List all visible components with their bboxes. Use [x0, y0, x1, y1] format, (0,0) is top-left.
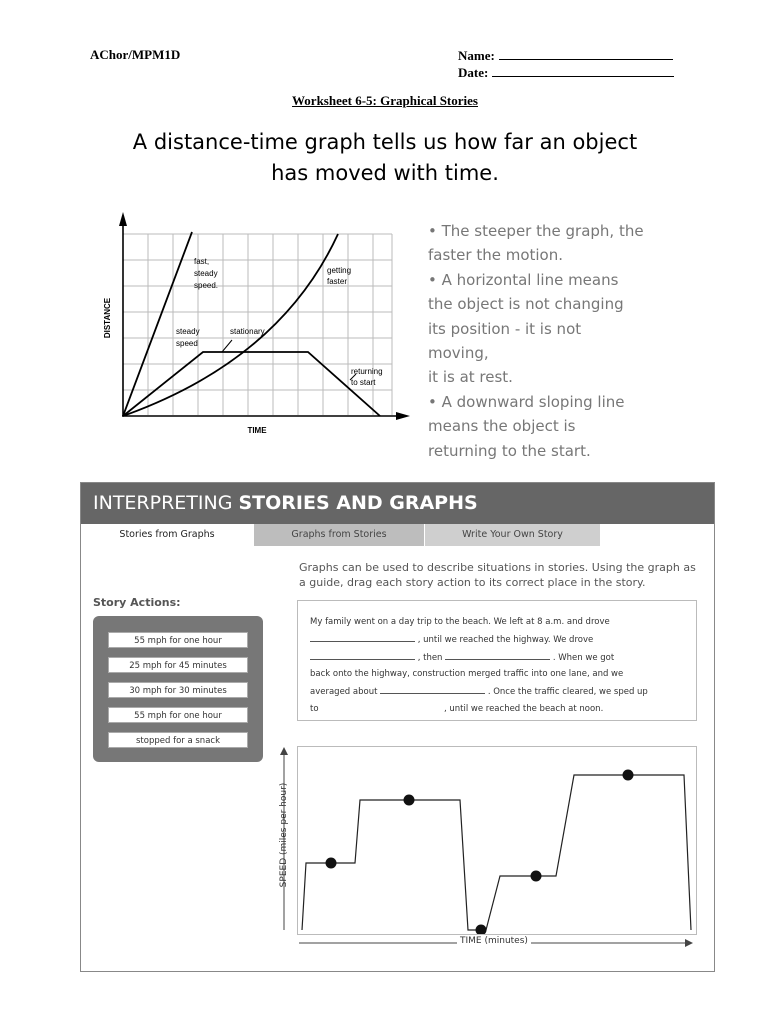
- speed-point-5[interactable]: [623, 770, 634, 781]
- story-part-4: . When we got: [552, 652, 615, 663]
- main-heading: [90, 127, 680, 189]
- label-speed-1: speed.: [194, 281, 219, 290]
- bullet-notes: [428, 219, 688, 463]
- interpreting-panel: [80, 482, 715, 972]
- tab-write-your-own-story[interactable]: Write Your Own Story: [425, 524, 600, 546]
- action-stopped-snack[interactable]: stopped for a snack: [108, 732, 248, 748]
- date-label: Date:: [458, 65, 489, 80]
- name-field: [458, 47, 673, 65]
- label-stationary: stationary: [230, 327, 265, 336]
- date-field: [458, 64, 674, 82]
- speed-graph-line: [302, 775, 691, 930]
- story-actions-box: [93, 616, 263, 762]
- label-to-start: to start: [351, 378, 376, 387]
- label-getting: getting: [327, 266, 352, 275]
- story-part-5: back onto the highway, construction merged traffic into one lane, and we: [310, 669, 624, 680]
- worksheet-title: Worksheet 6-5: Graphical Stories: [292, 93, 478, 108]
- speed-axis: [274, 745, 294, 935]
- bullet-line-8: • A downward sloping line: [428, 392, 625, 411]
- story-part-3: , then: [417, 652, 443, 663]
- story-part-8: to: [310, 703, 319, 714]
- tab-bar: [81, 524, 714, 546]
- bullet-line-9: means the object is: [428, 417, 576, 436]
- speed-point-1[interactable]: [326, 858, 337, 869]
- panel-title: [93, 483, 478, 524]
- story-blank-5[interactable]: [321, 701, 441, 711]
- story-blank-3[interactable]: [445, 649, 550, 660]
- story-part-1: My family went on a day trip to the beach. We left at 8 a.m. and drove: [310, 617, 610, 627]
- label-speed-2: speed: [176, 339, 198, 348]
- instructions-text: Graphs can be used to describe situations in stories. Using the graph as a guide, drag each story action to its correct place in the story.: [299, 561, 696, 589]
- tab-graphs-from-stories[interactable]: Graphs from Stories: [254, 524, 424, 546]
- steady-stationary-returning-line: [123, 352, 380, 416]
- graph-grid: [123, 234, 392, 415]
- distance-axis-label: DISTANCE: [103, 297, 112, 339]
- panel-title-part-2: STORIES AND GRAPHS: [238, 492, 478, 514]
- action-55-mph-1[interactable]: 55 mph for one hour: [108, 632, 248, 648]
- speed-graph-svg: [298, 747, 696, 934]
- tab-bar-filler: [601, 524, 714, 546]
- story-part-6: averaged about: [310, 687, 378, 698]
- bullet-line-1: • The steeper the graph, the: [428, 222, 644, 240]
- date-blank: [492, 64, 674, 77]
- speed-axis-label: SPEED (miles per hour): [279, 782, 289, 888]
- label-returning: returning: [351, 367, 383, 376]
- y-axis-arrow: [119, 212, 127, 226]
- story-part-7: . Once the traffic cleared, we sped up: [487, 687, 648, 698]
- panel-header: [81, 483, 714, 524]
- heading-line-2: has moved with time.: [271, 161, 499, 185]
- panel-title-part-1: INTERPRETING: [93, 492, 239, 514]
- label-steady-1: steady: [194, 269, 218, 278]
- getting-faster-curve: [123, 234, 338, 416]
- distance-time-graph: [96, 208, 416, 438]
- story-blank-1[interactable]: [310, 631, 415, 642]
- name-label: Name:: [458, 48, 495, 63]
- story-blank-2[interactable]: [310, 649, 415, 660]
- bullet-line-10: returning to the start.: [428, 441, 591, 460]
- label-fast: fast,: [194, 257, 210, 266]
- bullet-line-6: moving,: [428, 344, 489, 363]
- story-box: [297, 600, 697, 721]
- x-axis-arrow: [396, 412, 410, 420]
- story-part-2: , until we reached the highway. We drove: [417, 634, 594, 645]
- label-faster: faster: [327, 277, 348, 286]
- speed-point-2[interactable]: [404, 795, 415, 806]
- action-30-mph[interactable]: 30 mph for 30 minutes: [108, 682, 248, 698]
- story-part-9: , until we reached the beach at noon.: [443, 703, 604, 714]
- action-25-mph[interactable]: 25 mph for 45 minutes: [108, 657, 248, 673]
- speed-point-4[interactable]: [531, 871, 542, 882]
- name-blank: [499, 47, 673, 60]
- story-text: [310, 614, 690, 718]
- time-axis: [297, 936, 695, 950]
- bullet-line-4: the object is not changing: [428, 295, 624, 314]
- story-blank-4[interactable]: [380, 683, 485, 694]
- heading-line-1: A distance-time graph tells us how far an object: [132, 130, 638, 154]
- tab-stories-from-graphs[interactable]: Stories from Graphs: [81, 524, 253, 546]
- bullet-line-7: it is at rest.: [428, 368, 513, 387]
- course-code: AChor/MPM1D: [90, 47, 181, 62]
- story-actions-title: Story Actions:: [93, 596, 181, 609]
- time-axis-label: TIME: [247, 426, 267, 435]
- time-axis-label: TIME (minutes): [457, 936, 531, 946]
- action-55-mph-2[interactable]: 55 mph for one hour: [108, 707, 248, 723]
- bullet-line-2: faster the motion.: [428, 246, 564, 265]
- bullet-line-3: • A horizontal line means: [428, 270, 619, 289]
- speed-time-graph: [297, 746, 697, 935]
- bullet-line-5: its position - it is not: [428, 319, 582, 338]
- label-steady-2: steady: [176, 327, 200, 336]
- speed-point-3[interactable]: [476, 925, 487, 935]
